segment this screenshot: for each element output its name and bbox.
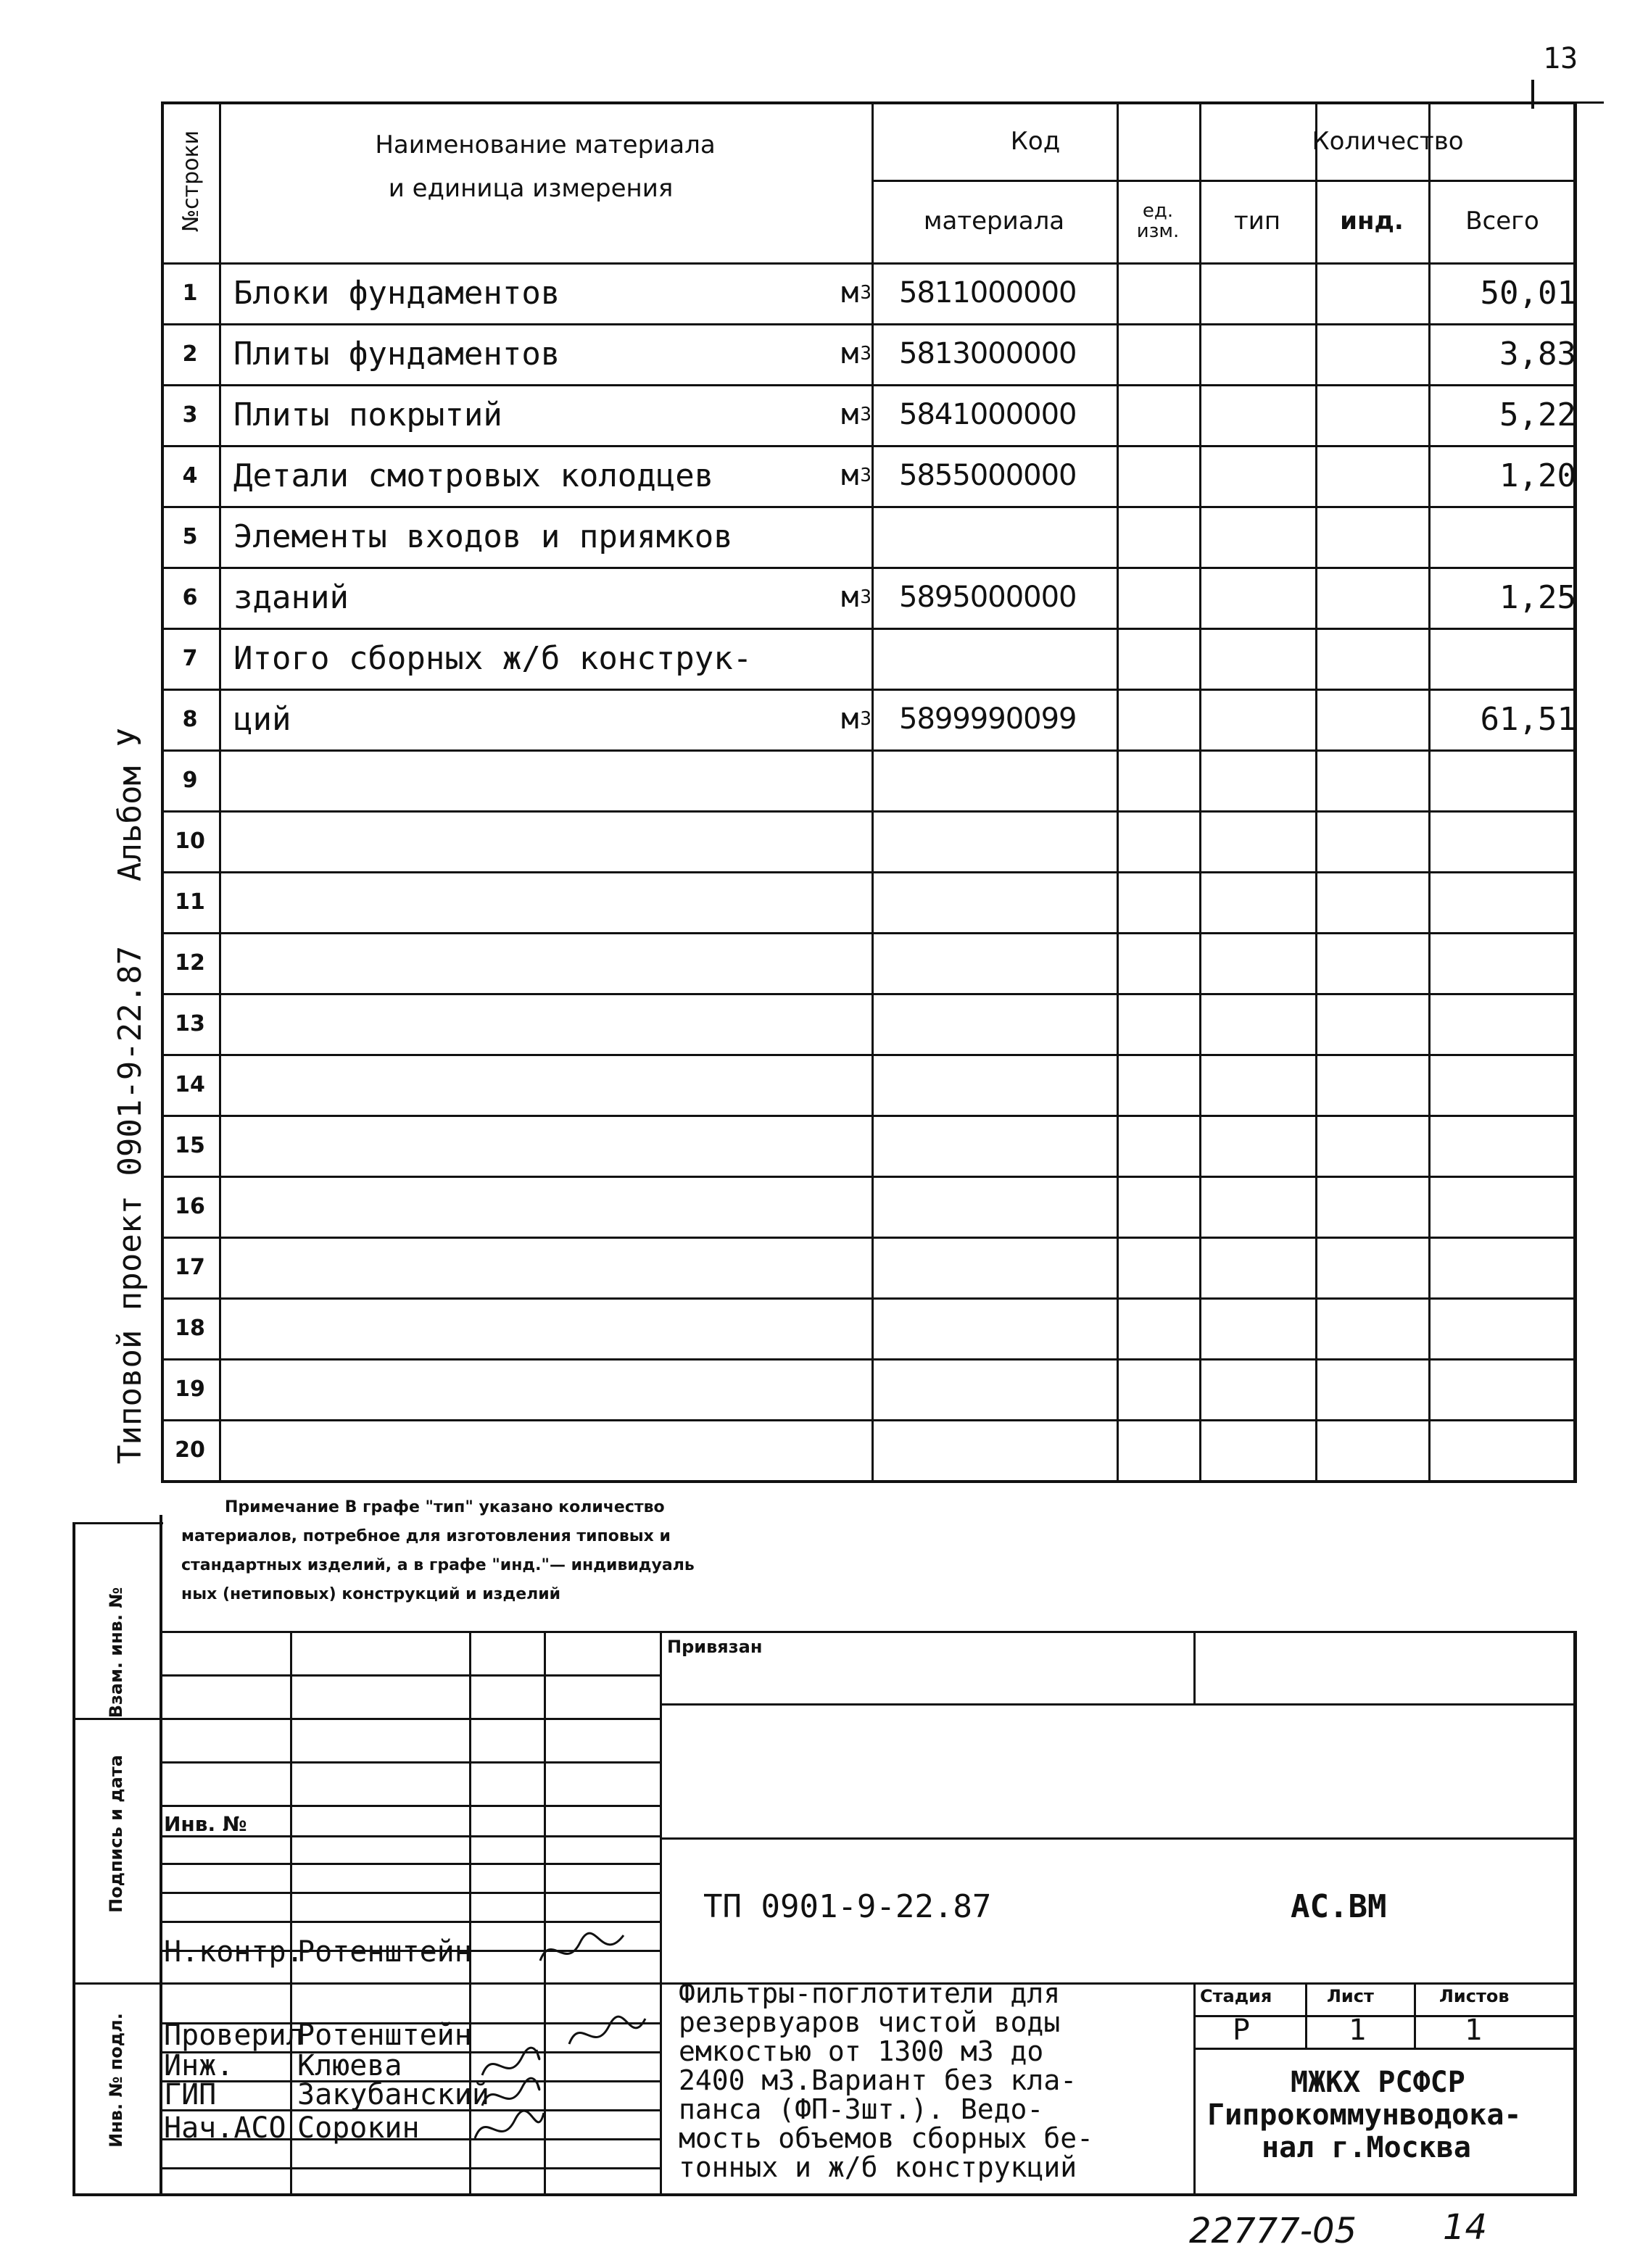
material-name: Плиты покрытий — [233, 396, 502, 433]
unit-base: м — [841, 337, 859, 370]
unit-of-measure — [741, 506, 879, 567]
table-row — [161, 1054, 1576, 1115]
unit-of-measure — [741, 384, 879, 445]
code-unit-header: ед. изм. — [1136, 200, 1180, 242]
quantity-total — [1428, 1237, 1597, 1297]
quantity-header: Количество — [1312, 127, 1464, 156]
stamp-inv-podl: Инв. № подл. — [106, 2013, 126, 2148]
quantity-total: 3,83 — [1499, 335, 1576, 373]
description-line: емкостью от 1300 м3 до — [679, 2035, 1044, 2067]
table-row — [161, 506, 1576, 567]
quantity-total: 1,25 — [1499, 578, 1576, 616]
quantity-total — [1428, 1115, 1597, 1176]
stage-value: Р — [1233, 2014, 1251, 2047]
unit-of-measure — [741, 810, 879, 871]
material-code — [872, 810, 1144, 871]
quantity-total — [1428, 749, 1597, 810]
material-name: Детали смотровых колодцев — [233, 457, 714, 494]
table-row — [161, 567, 1576, 628]
description-line: резервуаров чистой воды — [679, 2006, 1061, 2038]
unit-power: 3 — [860, 404, 872, 425]
qty-ind-header: инд. — [1340, 207, 1404, 236]
unit-of-measure — [741, 1176, 879, 1237]
quantity-total — [1428, 1176, 1597, 1237]
table-row — [161, 384, 1576, 445]
role-label: ГИП — [164, 2078, 217, 2111]
row-number: 7 — [182, 645, 198, 671]
material-name — [219, 810, 784, 871]
unit-base: м — [841, 581, 859, 614]
material-name — [219, 1297, 784, 1358]
material-name: ций — [233, 700, 291, 738]
table-row — [161, 262, 1576, 323]
table-row — [161, 1358, 1576, 1419]
material-code — [872, 628, 1144, 689]
quantity-total — [1428, 628, 1597, 689]
quantity-total: 1,20 — [1499, 457, 1576, 494]
description-line: тонных и ж/б конструкций — [679, 2151, 1077, 2183]
unit-base: м — [841, 276, 859, 310]
signature — [471, 2106, 551, 2149]
material-code — [872, 1419, 1144, 1480]
unit-of-measure — [741, 689, 879, 749]
code-material-header: материала — [923, 207, 1065, 236]
privyazan-label: Привязан — [667, 1637, 763, 1657]
row-number: 17 — [175, 1254, 205, 1280]
unit-of-measure — [741, 1237, 879, 1297]
role-n-kontr: Н.контр. — [164, 1935, 304, 1969]
material-name — [219, 1419, 784, 1480]
table-row — [161, 1115, 1576, 1176]
unit-of-measure — [741, 749, 879, 810]
material-code — [872, 993, 1144, 1054]
row-number: 15 — [175, 1132, 205, 1158]
role-label: Инж. — [164, 2049, 234, 2082]
description-line: 2400 м3.Вариант без кла- — [679, 2064, 1077, 2096]
description-line: Фильтры-поглотители для — [679, 1977, 1061, 2009]
quantity-total — [1428, 932, 1597, 993]
material-code: 5811000000 — [899, 276, 1077, 310]
unit-of-measure — [741, 871, 879, 932]
bottom-number: 22777-05 — [1189, 2211, 1357, 2251]
role-name: Ротенштейн — [297, 2019, 472, 2052]
table-row — [161, 323, 1576, 384]
unit-of-measure — [741, 1419, 879, 1480]
sheet-value: 1 — [1349, 2014, 1367, 2047]
table-row — [161, 1419, 1576, 1480]
side-title-album: Альбом У — [112, 728, 149, 881]
material-code — [872, 932, 1144, 993]
unit-of-measure — [741, 445, 879, 506]
material-name: Итого сборных ж/б конструк- — [233, 639, 753, 677]
row-number: 11 — [175, 889, 205, 915]
table-row — [161, 1297, 1576, 1358]
material-name — [219, 1358, 784, 1419]
row-number: 19 — [175, 1376, 205, 1402]
note-line: стандартных изделий, а в графе "инд."— индивидуаль — [181, 1556, 695, 1574]
unit-of-measure — [741, 1297, 879, 1358]
table-row — [161, 445, 1576, 506]
role-label: Нач.АСО — [164, 2111, 286, 2145]
table-row — [161, 1176, 1576, 1237]
table-row — [161, 1237, 1576, 1297]
signature — [566, 2011, 653, 2055]
unit-power: 3 — [860, 465, 872, 486]
stage-label: Стадия — [1200, 1986, 1272, 2006]
sheets-value: 1 — [1465, 2014, 1483, 2047]
role-label: Проверил — [164, 2019, 304, 2052]
page-number: 13 — [1543, 42, 1578, 75]
unit-base: м — [841, 398, 859, 431]
unit-of-measure — [741, 1358, 879, 1419]
table-row — [161, 993, 1576, 1054]
row-number: 14 — [175, 1071, 205, 1097]
name-header-line2: и единица измерения — [388, 174, 674, 203]
quantity-total — [1428, 810, 1597, 871]
row-number: 13 — [175, 1010, 205, 1037]
material-name: Блоки фундаментов — [233, 274, 560, 312]
material-code — [872, 871, 1144, 932]
sheet-code: АС.ВМ — [1291, 1888, 1387, 1925]
role-n-kontr-name: Ротенштейн — [297, 1935, 472, 1969]
material-code — [872, 749, 1144, 810]
material-name — [219, 749, 784, 810]
row-number: 3 — [182, 402, 198, 428]
bottom-page: 14 — [1443, 2207, 1488, 2248]
unit-power: 3 — [860, 708, 872, 730]
row-number: 2 — [182, 341, 198, 367]
unit-base: м — [841, 459, 859, 492]
unit-of-measure — [741, 1054, 879, 1115]
org-line1: МЖКХ РСФСР — [1291, 2066, 1465, 2099]
quantity-total — [1428, 506, 1597, 567]
unit-power: 3 — [860, 343, 872, 365]
material-name: Плиты фундаментов — [233, 335, 560, 373]
material-code: 5895000000 — [899, 581, 1077, 614]
quantity-total: 61,51 — [1480, 700, 1576, 738]
material-name — [219, 932, 784, 993]
side-title-project: Типовой проект 0901-9-22.87 — [112, 945, 149, 1464]
signature — [537, 1928, 631, 1972]
quantity-total — [1428, 1358, 1597, 1419]
material-code — [872, 1054, 1144, 1115]
table-row — [161, 628, 1576, 689]
table-row — [161, 749, 1576, 810]
note-line: материалов, потребное для изготовления типовых и — [181, 1527, 671, 1545]
quantity-total: 50,01 — [1480, 274, 1576, 312]
material-name — [219, 1237, 784, 1297]
doc-code: ТП 0901-9-22.87 — [703, 1888, 992, 1925]
material-code — [872, 1176, 1144, 1237]
qty-type-header: тип — [1233, 207, 1281, 236]
material-code: 5841000000 — [899, 398, 1077, 431]
role-name: Сорокин — [297, 2111, 420, 2145]
materials-table — [161, 101, 1576, 1477]
stamp-vzam: Взам. инв. № — [106, 1587, 126, 1719]
row-number: 18 — [175, 1315, 205, 1341]
unit-of-measure — [741, 628, 879, 689]
material-code: 5813000000 — [899, 337, 1077, 370]
name-header-line1: Наименование материала — [375, 130, 716, 159]
row-number: 4 — [182, 462, 198, 489]
description-line: мость объемов сборных бе- — [679, 2122, 1093, 2154]
row-number: 12 — [175, 950, 205, 976]
row-number: 9 — [182, 767, 198, 793]
inv-no-label: Инв. № — [164, 1812, 247, 1836]
material-name — [219, 1054, 784, 1115]
quantity-total — [1428, 1419, 1597, 1480]
unit-of-measure — [741, 323, 879, 384]
unit-of-measure — [741, 932, 879, 993]
material-name — [219, 871, 784, 932]
quantity-total — [1428, 1297, 1597, 1358]
material-code: 5855000000 — [899, 459, 1077, 492]
quantity-total — [1428, 871, 1597, 932]
row-number: 1 — [182, 280, 198, 306]
description-line: панса (ФП-3шт.). Ведо- — [679, 2093, 1044, 2125]
unit-base: м — [841, 702, 859, 736]
role-name: Клюева — [297, 2049, 402, 2082]
org-line2: Гипрокоммунводока- — [1207, 2098, 1522, 2132]
code-header: Код — [1010, 127, 1061, 156]
material-name — [219, 1176, 784, 1237]
note-line: Примечание В графе "тип" указано количество — [225, 1498, 665, 1516]
sheet-label: Лист — [1327, 1986, 1374, 2006]
row-number: 5 — [182, 523, 198, 549]
unit-power: 3 — [860, 586, 872, 608]
material-name — [219, 993, 784, 1054]
quantity-total — [1428, 993, 1597, 1054]
unit-of-measure — [741, 993, 879, 1054]
material-name: Элементы входов и приямков — [233, 518, 733, 555]
unit-of-measure — [741, 1115, 879, 1176]
material-code: 5899990099 — [899, 702, 1077, 736]
unit-of-measure — [741, 567, 879, 628]
material-code — [872, 1237, 1144, 1297]
quantity-total: 5,22 — [1499, 396, 1576, 433]
table-row — [161, 810, 1576, 871]
row-number: 10 — [175, 828, 205, 854]
unit-of-measure — [741, 262, 879, 323]
qty-total-header: Всего — [1465, 207, 1539, 236]
unit-power: 3 — [860, 282, 872, 304]
table-row — [161, 689, 1576, 749]
material-code — [872, 1115, 1144, 1176]
row-number-header: №строки — [178, 130, 204, 233]
material-code — [872, 1297, 1144, 1358]
note-line: ных (нетиповых) конструкций и изделий — [181, 1585, 561, 1603]
role-name: Закубанский — [297, 2078, 489, 2111]
row-number: 20 — [175, 1437, 205, 1463]
row-number: 8 — [182, 706, 198, 732]
quantity-total — [1428, 1054, 1597, 1115]
material-code — [872, 1358, 1144, 1419]
material-name — [219, 1115, 784, 1176]
row-number: 6 — [182, 584, 198, 610]
sheets-label: Листов — [1439, 1986, 1510, 2006]
org-line3: нал г.Москва — [1262, 2131, 1471, 2164]
note-block — [181, 1493, 1559, 1609]
row-number: 16 — [175, 1193, 205, 1219]
material-code — [872, 506, 1144, 567]
table-row — [161, 932, 1576, 993]
material-name: зданий — [233, 578, 349, 616]
table-row — [161, 871, 1576, 932]
stamp-podpis: Подпись и дата — [106, 1755, 126, 1913]
